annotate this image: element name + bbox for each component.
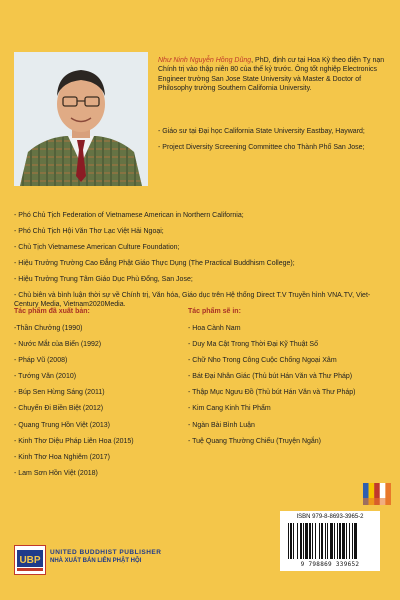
published-list (14, 324, 184, 485)
list-item: - Kinh Thơ Hoa Nghiêm (2017) (14, 453, 110, 461)
publisher-logo-mark (15, 546, 45, 574)
author-portrait-image (14, 52, 148, 186)
author-intro-text: , PhD, định cư tại Hoa Kỳ theo diện Tỵ nạn Chính trị vào thập niên 80 của thế kỷ trước. Ông tốt nghiệp Electronics Engineer trường San Jose State University và Master & Doctor of Philosophy trường Southern California University. (158, 57, 385, 93)
published-title: Tác phẩm đã xuất bản: (14, 308, 90, 315)
buddhist-flag-icon (363, 483, 391, 505)
barcode-bar (288, 523, 289, 559)
list-item: - Tuệ Quang Thường Chiếu (Truyện Ngắn) (188, 437, 322, 445)
publisher-logo-text: UBP (19, 555, 41, 566)
author-name: Như Ninh Nguyễn Hồng Dũng (158, 57, 252, 64)
barcode-bar (330, 523, 333, 559)
publisher-name-vi: NHÀ XUẤT BẢN LIÊN PHẬT HỘI (50, 558, 142, 564)
barcode-bar (354, 523, 357, 559)
upcoming-list (188, 324, 363, 453)
author-photo (14, 52, 148, 186)
barcode-bar (290, 523, 292, 559)
barcode-bar (346, 523, 347, 559)
barcode-bar (325, 523, 326, 559)
bio-item: - Giáo sư tại Đại học California State University Eastbay, Hayward; (158, 128, 365, 135)
publisher-name-en: UNITED BUDDHIST PUBLISHER (50, 549, 162, 556)
barcode-digits: 9 798869 339652 (300, 561, 360, 568)
list-item: - Chuyến Đi Biền Biệt (2012) (14, 405, 104, 413)
upcoming-title: Tác phẩm sẽ in: (188, 308, 241, 315)
list-item: - Tướng Văn (2010) (14, 373, 77, 381)
barcode-bars-icon (288, 523, 372, 559)
barcode-bar (321, 523, 323, 559)
bio-item: - Phó Chủ Tịch Federation of Vietnamese American in Northern California; (14, 212, 244, 219)
list-item: - Duy Ma Cật Trong Thời Đại Kỹ Thuật Số (188, 341, 318, 349)
list-item: - Lam Sơn Hồn Việt (2018) (14, 469, 98, 477)
barcode-bar (319, 523, 320, 559)
barcode-bar (337, 523, 338, 559)
list-item: - Quang Trung Hồn Việt (2013) (14, 421, 110, 429)
barcode-bar (327, 523, 328, 559)
list-item: - Pháp Vũ (2008) (14, 357, 68, 365)
isbn-barcode (280, 511, 380, 571)
bio-item: - Hiệu Trưởng Trung Tâm Giáo Dục Phù Đổng, San Jose; (14, 276, 193, 283)
isbn-label: ISBN 979-8-8693-3965-2 (296, 514, 364, 520)
barcode-bar (339, 523, 341, 559)
barcode-bar (334, 523, 335, 559)
list-item: - Nước Mắt của Biển (1992) (14, 341, 102, 349)
bio-list-right (158, 127, 388, 160)
bio-item: - Phó Chủ Tịch Hội Văn Thơ Lạc Việt Hải Ngoại; (14, 228, 164, 235)
barcode-bar (293, 523, 294, 559)
list-item: - Kim Cang Kinh Thi Phẩm (188, 405, 271, 413)
list-item: - Kinh Thơ Diệu Pháp Liên Hoa (2015) (14, 437, 134, 445)
bio-item: - Project Diversity Screening Committee cho Thành Phố San Jose; (158, 144, 365, 152)
list-item: - Chữ Nho Trong Công Cuộc Chống Ngoại Xâm (188, 357, 337, 365)
list-item: - Bát Đại Nhân Giác (Thủ bút Hán Văn và Thư Pháp) (188, 373, 353, 381)
list-item: -Thần Chưởng (1990) (14, 325, 83, 332)
barcode-bar (300, 523, 302, 559)
barcode-bar (309, 523, 311, 559)
barcode-bar (349, 523, 350, 559)
barcode-bar (352, 523, 353, 559)
bio-item: - Hiệu Trưởng Trường Cao Đẳng Phật Giáo Thực Dụng (The Practical Buddhism College); (14, 260, 295, 267)
bio-item: - Chủ biên và bình luận thời sự về Chính trị, Văn hóa, Giáo dục trên Hệ thống Direct T.V Truyền hình VNA.TV, Viet-Century Media, Vietnam2020Media. (14, 292, 371, 309)
author-intro (158, 56, 388, 94)
barcode-bar (312, 523, 313, 559)
bio-list-full (14, 211, 394, 316)
barcode-bar (342, 523, 345, 559)
barcode-bar (297, 523, 298, 559)
barcode-bar (315, 523, 316, 559)
publisher-logo (14, 545, 46, 575)
list-item: - Thập Mục Ngưu Đồ (Thủ bút Hán Văn và Thư Pháp) (188, 389, 356, 397)
barcode-bar (303, 523, 304, 559)
list-item: - Hoa Cành Nam (188, 325, 241, 332)
list-item: - Ngàn Bài Bình Luận (188, 421, 255, 429)
list-item: - Búp Sen Hừng Sáng (2011) (14, 389, 105, 397)
bio-item: - Chủ Tịch Vietnamese American Culture Foundation; (14, 244, 180, 251)
barcode-bar (305, 523, 308, 559)
